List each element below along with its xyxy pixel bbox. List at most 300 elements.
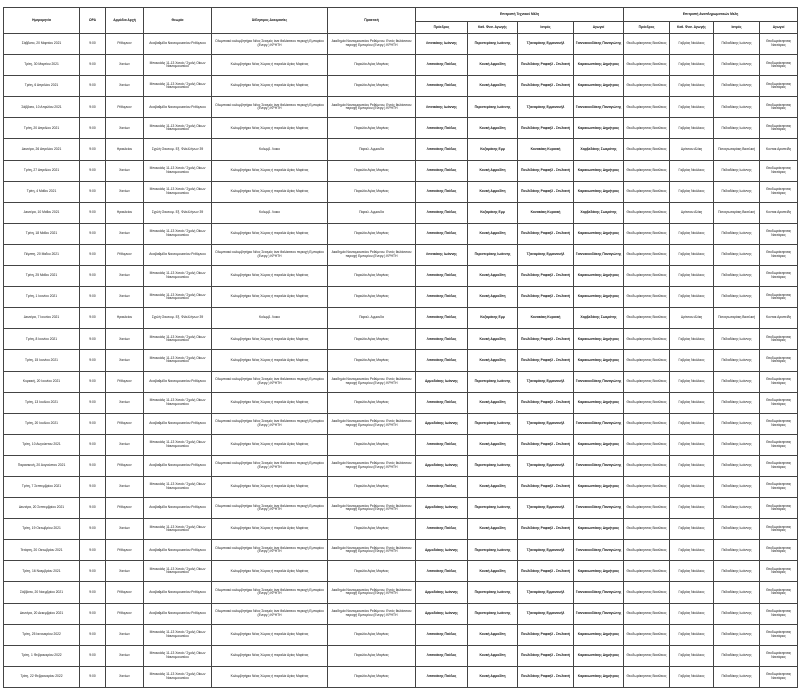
alt-instructor-cell: Θεοδωράκησσας Νεκτάριος xyxy=(760,97,798,118)
tech-president-cell: Λιτσικάκης Παύλος xyxy=(416,118,468,139)
time-cell: 9:00 xyxy=(80,498,106,519)
date-cell: Τρίτη, 7 Σεπτεμβρίου 2021 xyxy=(4,476,80,497)
alt-doctor-cell: Πεδιαδάκης Ιωάννης xyxy=(714,34,760,55)
pool-cell: Κολυμβητήριο Νέας Χώρας ή παραλία Αγίας Μαρίνας xyxy=(212,55,328,76)
tech-pe-teacher-cell: Καζαράκης Εμμ xyxy=(468,202,518,223)
tech-instructor-cell: Γιαννακουδάκης Παναγιώτης xyxy=(574,371,624,392)
tech-pe-teacher-cell: Περιστεράκης Ιωάννης xyxy=(468,540,518,561)
tech-pe-teacher-cell: Κουκή Αφροδίτη xyxy=(468,223,518,244)
tech-instructor-cell: Καρακωστάκης Δημήτριος xyxy=(574,666,624,687)
tech-president-cell: Λιτσικάκης Παύλος xyxy=(416,287,468,308)
pool-cell: Ολυμπιακό κολυμβητήριο Νέος Σεισμός άνα θαλάσσιου περιοχή Εμπορίου (Ενεργ.) ΚΡΗΤΗ xyxy=(212,34,328,55)
tech-instructor-cell: Γιαννακουδάκης Παναγιώτης xyxy=(574,455,624,476)
pool-cell: Κολυμβητήριο Νέας Χώρας ή παραλία Αγίας Μαρίνας xyxy=(212,645,328,666)
table-row xyxy=(4,181,798,202)
time-cell: 9:00 xyxy=(80,666,106,687)
tech-pe-teacher-cell: Κουκή Αφροδίτη xyxy=(468,287,518,308)
table-row xyxy=(4,350,798,371)
practical-cell: Παραλία Αγίας Μαρίνας xyxy=(328,645,416,666)
date-cell: Τρίτη, 6 Απριλίου 2021 xyxy=(4,76,80,97)
tech-instructor-cell: Γιαννακουδάκης Παναγιώτης xyxy=(574,540,624,561)
alt-president-cell: Θεοδωράκησσας Βασίλειος xyxy=(624,624,670,645)
date-cell: Τετάρτη, 20 Οκτωβρίου 2021 xyxy=(4,540,80,561)
header-date: Ημερομηνία xyxy=(4,8,80,34)
alt-president-cell: Θεοδωράκησσας Βασίλειος xyxy=(624,498,670,519)
tech-doctor-cell: Πουλιδάκης Ραφαήλ - Στυλιανή xyxy=(518,350,574,371)
table-row xyxy=(4,223,798,244)
table-row xyxy=(4,624,798,645)
tech-president-cell: Αρμοδιάκης Ιωάννης xyxy=(416,455,468,476)
tech-instructor-cell: Καρακωστάκης Δημήτριος xyxy=(574,287,624,308)
tech-president-cell: Λιτσικάκης Παύλος xyxy=(416,160,468,181)
tech-pe-teacher-cell: Περιστεράκης Ιωάννης xyxy=(468,34,518,55)
tech-pe-teacher-cell: Κουκή Αφροδίτη xyxy=(468,392,518,413)
pool-cell: Κολυμβητήριο Νέας Χώρας ή παραλία Αγίας Μαρίνας xyxy=(212,392,328,413)
alt-instructor-cell: Θεοδωράκησσας Νεκτάριος xyxy=(760,645,798,666)
tech-president-cell: Αρμοδιάκης Ιωάννης xyxy=(416,582,468,603)
authority-cell: Ρέθυμνον xyxy=(106,582,144,603)
alt-instructor-cell: Θεοδωράκησσας Νεκτάριος xyxy=(760,266,798,287)
pool-cell: Κολυμβητήριο Νέας Χώρας ή παραλία Αγίας Μαρίνας xyxy=(212,350,328,371)
alt-instructor-cell: Θεοδωράκησσας Νεκτάριος xyxy=(760,76,798,97)
tech-president-cell: Λιτσικάκης Παύλος xyxy=(416,55,468,76)
alt-doctor-cell: Παναγιωταράκη Βασιλική xyxy=(714,139,760,160)
table-row xyxy=(4,498,798,519)
tech-instructor-cell: Καρακωστάκης Δημήτριος xyxy=(574,118,624,139)
alt-president-cell: Θεοδωράκησσας Βασίλειος xyxy=(624,561,670,582)
alt-president-cell: Θεοδωράκησσας Βασίλειος xyxy=(624,266,670,287)
alt-doctor-cell: Πεδιαδάκης Ιωάννης xyxy=(714,476,760,497)
table-row xyxy=(4,371,798,392)
tech-president-cell: Λιτσικάκης Ιωάννης xyxy=(416,244,468,265)
exam-schedule-table xyxy=(3,7,798,688)
tech-pe-teacher-cell: Κουκή Αφροδίτη xyxy=(468,561,518,582)
alt-pe-teacher-cell: Γαβρίας Νικόλαος xyxy=(670,371,714,392)
time-cell: 9:00 xyxy=(80,244,106,265)
tech-president-cell: Λιτσικάκης Παύλος xyxy=(416,666,468,687)
authority-cell: Ρέθυμνον xyxy=(106,371,144,392)
tech-pe-teacher-cell: Κουκή Αφροδίτη xyxy=(468,624,518,645)
alt-president-cell: Θεοδωράκησσας Βασίλειος xyxy=(624,308,670,329)
alt-president-cell: Θεοδωράκησσας Βασίλειος xyxy=(624,519,670,540)
tech-president-cell: Λιτσικάκης Παύλος xyxy=(416,624,468,645)
practical-cell: Παραλία Αγίας Μαρίνας xyxy=(328,666,416,687)
practical-cell: Ακαδημία Ναυτομουσείου Ρεθύμνου. Εντός θαλάσσιου περιοχή Εμπορίου (Ενεργ.) ΚΡΗΤΗ xyxy=(328,603,416,624)
tech-instructor-cell: Χαρβεδάκης Σωκράτης xyxy=(574,308,624,329)
alt-instructor-cell: Θεοδωράκησσας Νεκτάριος xyxy=(760,666,798,687)
authority-cell: Ρέθυμνον xyxy=(106,34,144,55)
pool-cell: Κολυμβητήριο Νέας Χώρας ή παραλία Αγίας Μαρίνας xyxy=(212,287,328,308)
time-cell: 9:00 xyxy=(80,582,106,603)
theory-cell: Μπουκάλη 11-13 Χανιά / Σχολή Οίκων Ναυτομουσείου xyxy=(144,329,212,350)
practical-cell: Παραλία Αγίας Μαρίνας xyxy=(328,392,416,413)
pool-cell: Κολυμβητήριο Νέας Χώρας ή παραλία Αγίας Μαρίνας xyxy=(212,76,328,97)
date-cell: Τρίτη, 15 Ιουνίου 2021 xyxy=(4,350,80,371)
practical-cell: Ακαδημία Ναυτομουσείου Ρεθύμνου. Εντός θαλάσσιου περιοχή Εμπορίου (Ενεργ.) ΚΡΗΤΗ xyxy=(328,371,416,392)
theory-cell: Μπουκάλη 11-13 Χανιά / Σχολή Οίκων Ναυτομουσείου xyxy=(144,561,212,582)
theory-cell: Μπουκάλη 11-13 Χανιά / Σχολή Οίκων Ναυτομουσείου xyxy=(144,434,212,455)
authority-cell: Ηρακλείου xyxy=(106,139,144,160)
date-cell: Τρίτη, 27 Απριλίου 2021 xyxy=(4,160,80,181)
tech-doctor-cell: Τζαναράκης Εμμανουήλ xyxy=(518,413,574,434)
date-cell: Σάββατο, 10 Απριλίου 2021 xyxy=(4,97,80,118)
tech-doctor-cell: Πουλιδάκης Ραφαήλ - Στυλιανή xyxy=(518,76,574,97)
date-cell: Τρίτη, 10 Αυγούστου 2021 xyxy=(4,434,80,455)
theory-cell: Μπουκάλη 11-13 Χανιά / Σχολή Οίκων Ναυτομουσείου xyxy=(144,223,212,244)
table-row xyxy=(4,97,798,118)
practical-cell: Παραλία Αγίας Μαρίνας xyxy=(328,181,416,202)
alt-doctor-cell: Πεδιαδάκης Ιωάννης xyxy=(714,223,760,244)
tech-instructor-cell: Καρακωστάκης Δημήτριος xyxy=(574,434,624,455)
alt-doctor-cell: Πεδιαδάκης Ιωάννης xyxy=(714,498,760,519)
tech-pe-teacher-cell: Περιστεράκης Ιωάννης xyxy=(468,371,518,392)
header-time: ΩΡΑ xyxy=(80,8,106,34)
table-row xyxy=(4,666,798,687)
tech-instructor-cell: Γιαννακουδάκης Παναγιώτης xyxy=(574,413,624,434)
alt-president-cell: Θεοδωράκησσας Βασίλειος xyxy=(624,666,670,687)
practical-cell: Παραλία Αγίας Μαρίνας xyxy=(328,329,416,350)
authority-cell: Χανίων xyxy=(106,392,144,413)
theory-cell: Μπουκάλη 11-13 Χανιά / Σχολή Οίκων Ναυτομουσείου xyxy=(144,160,212,181)
tech-pe-teacher-cell: Κουκή Αφροδίτη xyxy=(468,118,518,139)
alt-doctor-cell: Πεδιαδάκης Ιωάννης xyxy=(714,603,760,624)
tech-doctor-cell: Πουλιδάκης Ραφαήλ - Στυλιανή xyxy=(518,645,574,666)
alt-instructor-cell: Θεοδωράκησσας Νεκτάριος xyxy=(760,223,798,244)
practical-cell: Παραλ. Αμμουδα xyxy=(328,308,416,329)
alt-pe-teacher-cell: Γαβρίας Νικόλαος xyxy=(670,55,714,76)
tech-president-cell: Λιτσικάκης Παύλος xyxy=(416,202,468,223)
alt-pe-teacher-cell: Γαβρίας Νικόλαος xyxy=(670,455,714,476)
alt-president-cell: Θεοδωράκησσας Βασίλειος xyxy=(624,118,670,139)
table-row xyxy=(4,329,798,350)
alt-instructor-cell: Κοντακ Αριστείδη xyxy=(760,139,798,160)
tech-doctor-cell: Πουλιδάκης Ραφαήλ - Στυλιανή xyxy=(518,287,574,308)
tech-doctor-cell: Πουλιδάκης Ραφαήλ - Στυλιανή xyxy=(518,181,574,202)
tech-instructor-cell: Καρακωστάκης Δημήτριος xyxy=(574,476,624,497)
theory-cell: Αναβαθμίδα Ναυτομουσείου Ρεθύμνου xyxy=(144,34,212,55)
practical-cell: Παραλία Αγίας Μαρίνας xyxy=(328,519,416,540)
pool-cell: Κολυμβητήριο Νέας Χώρας ή παραλία Αγίας Μαρίνας xyxy=(212,561,328,582)
tech-instructor-cell: Καρακωστάκης Δημήτριος xyxy=(574,329,624,350)
pool-cell: Κολυμβ. Λυκιο xyxy=(212,308,328,329)
alt-president-cell: Θεοδωράκησσας Βασίλειος xyxy=(624,329,670,350)
time-cell: 9:00 xyxy=(80,266,106,287)
tech-pe-teacher-cell: Κουκή Αφροδίτη xyxy=(468,476,518,497)
authority-cell: Χανίων xyxy=(106,55,144,76)
tech-doctor-cell: Πουλιδάκης Ραφαήλ - Στυλιανή xyxy=(518,266,574,287)
pool-cell: Ολυμπιακό κολυμβητήριο Νέος Σεισμός άνα θαλάσσιου περιοχή Εμπορίου (Ενεργ.) ΚΡΗΤΗ xyxy=(212,540,328,561)
pool-cell: Ολυμπιακό κολυμβητήριο Νέος Σεισμός άνα θαλάσσιου περιοχή Εμπορίου (Ενεργ.) ΚΡΗΤΗ xyxy=(212,413,328,434)
date-cell: Κυριακή, 20 Ιουνίου 2021 xyxy=(4,371,80,392)
alt-president-cell: Θεοδωράκησσας Βασίλειος xyxy=(624,350,670,371)
practical-cell: Παραλία Αγίας Μαρίνας xyxy=(328,76,416,97)
pool-cell: Ολυμπιακό κολυμβητήριο Νέος Σεισμός άνα θαλάσσιου περιοχή Εμπορίου (Ενεργ.) ΚΡΗΤΗ xyxy=(212,582,328,603)
tech-doctor-cell: Τζαναράκης Εμμανουήλ xyxy=(518,603,574,624)
alt-instructor-cell: Θεοδωράκησσας Νεκτάριος xyxy=(760,329,798,350)
alt-president-cell: Θεοδωράκησσας Βασίλειος xyxy=(624,202,670,223)
practical-cell: Παραλία Αγίας Μαρίνας xyxy=(328,476,416,497)
pool-cell: Κολυμβητήριο Νέας Χώρας ή παραλία Αγίας Μαρίνας xyxy=(212,118,328,139)
tech-doctor-cell: Κονακάκη Κυριακή xyxy=(518,139,574,160)
tech-instructor-cell: Γιαννακουδάκης Παναγιώτης xyxy=(574,244,624,265)
alt-pe-teacher-cell: Γαβρίας Νικόλαος xyxy=(670,413,714,434)
alt-pe-teacher-cell: Γαβρίας Νικόλαος xyxy=(670,476,714,497)
theory-cell: Αναβαθμίδα Ναυτομουσείου Ρεθύμνου xyxy=(144,603,212,624)
practical-cell: Παραλ. Αμμουδα xyxy=(328,139,416,160)
tech-president-cell: Λιτσικάκης Παύλος xyxy=(416,434,468,455)
alt-doctor-cell: Πεδιαδάκης Ιωάννης xyxy=(714,266,760,287)
time-cell: 9:00 xyxy=(80,561,106,582)
time-cell: 9:00 xyxy=(80,181,106,202)
theory-cell: Μπουκάλη 11-13 Χανιά / Σχολή Οίκων Ναυτομουσείου xyxy=(144,181,212,202)
tech-instructor-cell: Γιαννακουδάκης Παναγιώτης xyxy=(574,97,624,118)
pool-cell: Κολυμβ. Λυκιο xyxy=(212,202,328,223)
header-tech-col: Ιατρός xyxy=(518,22,574,34)
tech-doctor-cell: Πουλιδάκης Ραφαήλ - Στυλιανή xyxy=(518,392,574,413)
alt-president-cell: Θεοδωράκησσας Βασίλειος xyxy=(624,540,670,561)
alt-president-cell: Θεοδωράκησσας Βασίλειος xyxy=(624,55,670,76)
authority-cell: Ρέθυμνον xyxy=(106,498,144,519)
alt-instructor-cell: Θεοδωράκησσας Νεκτάριος xyxy=(760,455,798,476)
alt-pe-teacher-cell: Γαβρίας Νικόλαος xyxy=(670,118,714,139)
alt-pe-teacher-cell: Γαβρίας Νικόλαος xyxy=(670,624,714,645)
theory-cell: Μπουκάλη 11-13 Χανιά / Σχολή Οίκων Ναυτομουσείου xyxy=(144,519,212,540)
tech-instructor-cell: Καρακωστάκης Δημήτριος xyxy=(574,55,624,76)
authority-cell: Χανίων xyxy=(106,434,144,455)
tech-instructor-cell: Καρακωστάκης Δημήτριος xyxy=(574,76,624,97)
alt-doctor-cell: Πεδιαδάκης Ιωάννης xyxy=(714,624,760,645)
header-alt-col: Καθ. Φυσ. Αγωγής xyxy=(670,22,714,34)
pool-cell: Κολυμβητήριο Νέας Χώρας ή παραλία Αγίας Μαρίνας xyxy=(212,266,328,287)
authority-cell: Χανίων xyxy=(106,624,144,645)
alt-president-cell: Θεοδωράκησσας Βασίλειος xyxy=(624,160,670,181)
authority-cell: Χανίων xyxy=(106,476,144,497)
theory-cell: Αναβαθμίδα Ναυτομουσείου Ρεθύμνου xyxy=(144,455,212,476)
alt-doctor-cell: Πεδιαδάκης Ιωάννης xyxy=(714,287,760,308)
table-row xyxy=(4,540,798,561)
tech-instructor-cell: Καρακωστάκης Δημήτριος xyxy=(574,624,624,645)
date-cell: Παρασκευή, 20 Αυγούστου 2021 xyxy=(4,455,80,476)
tech-president-cell: Λιτσικάκης Παύλος xyxy=(416,392,468,413)
pool-cell: Ολυμπιακό κολυμβητήριο Νέος Σεισμός άνα θαλάσσιου περιοχή Εμπορίου (Ενεργ.) ΚΡΗΤΗ xyxy=(212,603,328,624)
time-cell: 9:00 xyxy=(80,223,106,244)
alt-instructor-cell: Θεοδωράκησσας Νεκτάριος xyxy=(760,181,798,202)
tech-instructor-cell: Γιαννακουδάκης Παναγιώτης xyxy=(574,582,624,603)
authority-cell: Ρέθυμνον xyxy=(106,97,144,118)
alt-instructor-cell: Κοντακ Αριστείδη xyxy=(760,202,798,223)
date-cell: Τρίτη, 13 Ιουλίου 2021 xyxy=(4,392,80,413)
time-cell: 9:00 xyxy=(80,329,106,350)
date-cell: Σάββατο, 20 Μαρτίου 2021 xyxy=(4,34,80,55)
tech-instructor-cell: Καρακωστάκης Δημήτριος xyxy=(574,181,624,202)
time-cell: 9:00 xyxy=(80,392,106,413)
alt-doctor-cell: Πεδιαδάκης Ιωάννης xyxy=(714,392,760,413)
alt-instructor-cell: Θεοδωράκησσας Νεκτάριος xyxy=(760,624,798,645)
authority-cell: Χανίων xyxy=(106,666,144,687)
alt-pe-teacher-cell: Δρίτσιου Αλίκη xyxy=(670,139,714,160)
tech-president-cell: Αρμοδιάκης Ιωάννης xyxy=(416,540,468,561)
alt-pe-teacher-cell: Γαβρίας Νικόλαος xyxy=(670,244,714,265)
alt-doctor-cell: Πεδιαδάκης Ιωάννης xyxy=(714,76,760,97)
date-cell: Δευτέρα, 10 Μαΐου 2021 xyxy=(4,202,80,223)
alt-instructor-cell: Θεοδωράκησσας Νεκτάριος xyxy=(760,118,798,139)
alt-pe-teacher-cell: Δρίτσιου Αλίκη xyxy=(670,308,714,329)
authority-cell: Χανίων xyxy=(106,266,144,287)
theory-cell: Αναβαθμίδα Ναυτομουσείου Ρεθύμνου xyxy=(144,97,212,118)
date-cell: Σάββατο, 20 Νοεμβρίου 2021 xyxy=(4,582,80,603)
alt-doctor-cell: Παναγιωταράκη Βασιλική xyxy=(714,308,760,329)
authority-cell: Χανίων xyxy=(106,76,144,97)
alt-president-cell: Θεοδωράκησσας Βασίλειος xyxy=(624,413,670,434)
table-body xyxy=(4,34,798,688)
alt-doctor-cell: Πεδιαδάκης Ιωάννης xyxy=(714,181,760,202)
alt-doctor-cell: Πεδιαδάκης Ιωάννης xyxy=(714,561,760,582)
authority-cell: Χανίων xyxy=(106,329,144,350)
tech-doctor-cell: Πουλιδάκης Ραφαήλ - Στυλιανή xyxy=(518,519,574,540)
tech-pe-teacher-cell: Περιστεράκης Ιωάννης xyxy=(468,603,518,624)
header-tech-col: Αγωγοί xyxy=(574,22,624,34)
date-cell: Τρίτη, 1 Φεβρουαρίου 2022 xyxy=(4,645,80,666)
tech-doctor-cell: Τζαναράκης Εμμανουήλ xyxy=(518,455,574,476)
alt-pe-teacher-cell: Γαβρίας Νικόλαος xyxy=(670,223,714,244)
alt-instructor-cell: Θεοδωράκησσας Νεκτάριος xyxy=(760,476,798,497)
alt-doctor-cell: Πεδιαδάκης Ιωάννης xyxy=(714,434,760,455)
table-row xyxy=(4,55,798,76)
authority-cell: Ηρακλείου xyxy=(106,308,144,329)
tech-doctor-cell: Τζαναράκης Εμμανουήλ xyxy=(518,582,574,603)
header-authority: Αρμόδια Αρχή xyxy=(106,8,144,34)
time-cell: 9:00 xyxy=(80,202,106,223)
alt-instructor-cell: Θεοδωράκησσας Νεκτάριος xyxy=(760,55,798,76)
alt-instructor-cell: Κοντακ Αριστείδη xyxy=(760,308,798,329)
time-cell: 9:00 xyxy=(80,308,106,329)
authority-cell: Ρέθυμνον xyxy=(106,603,144,624)
theory-cell: Αναβαθμίδα Ναυτομουσείου Ρεθύμνου xyxy=(144,498,212,519)
tech-instructor-cell: Καρακωστάκης Δημήτριος xyxy=(574,266,624,287)
tech-doctor-cell: Πουλιδάκης Ραφαήλ - Στυλιανή xyxy=(518,624,574,645)
pool-cell: Κολυμβητήριο Νέας Χώρας ή παραλία Αγίας Μαρίνας xyxy=(212,624,328,645)
date-cell: Πέμπτη, 20 Μαΐου 2021 xyxy=(4,244,80,265)
authority-cell: Ηρακλείου xyxy=(106,202,144,223)
authority-cell: Χανίων xyxy=(106,287,144,308)
table-row xyxy=(4,308,798,329)
tech-doctor-cell: Πουλιδάκης Ραφαήλ - Στυλιανή xyxy=(518,118,574,139)
alt-doctor-cell: Πεδιαδάκης Ιωάννης xyxy=(714,582,760,603)
alt-pe-teacher-cell: Δρίτσιου Αλίκη xyxy=(670,202,714,223)
date-cell: Τρίτη, 1 Ιουνίου 2021 xyxy=(4,287,80,308)
time-cell: 9:00 xyxy=(80,476,106,497)
practical-cell: Ακαδημία Ναυτομουσείου Ρεθύμνου. Εντός θαλάσσιου περιοχή Εμπορίου (Ενεργ.) ΚΡΗΤΗ xyxy=(328,413,416,434)
table-row xyxy=(4,34,798,55)
theory-cell: Μπουκάλη 11-13 Χανιά / Σχολή Οίκων Ναυτομουσείου xyxy=(144,392,212,413)
time-cell: 9:00 xyxy=(80,160,106,181)
tech-pe-teacher-cell: Κουκή Αφροδίτη xyxy=(468,666,518,687)
alt-instructor-cell: Θεοδωράκησσας Νεκτάριος xyxy=(760,540,798,561)
alt-instructor-cell: Θεοδωράκησσας Νεκτάριος xyxy=(760,434,798,455)
practical-cell: Ακαδημία Ναυτομουσείου Ρεθύμνου. Εντός θαλάσσιου περιοχή Εμπορίου (Ενεργ.) ΚΡΗΤΗ xyxy=(328,34,416,55)
tech-instructor-cell: Γιαννακουδάκης Παναγιώτης xyxy=(574,603,624,624)
alt-instructor-cell: Θεοδωράκησσας Νεκτάριος xyxy=(760,413,798,434)
theory-cell: Μπουκάλη 11-13 Χανιά / Σχολή Οίκων Ναυτομουσείου xyxy=(144,350,212,371)
alt-doctor-cell: Πεδιαδάκης Ιωάννης xyxy=(714,645,760,666)
time-cell: 9:00 xyxy=(80,519,106,540)
alt-president-cell: Θεοδωράκησσας Βασίλειος xyxy=(624,434,670,455)
time-cell: 9:00 xyxy=(80,434,106,455)
theory-cell: Σχολή Οικονομ. Εξ. Φιλελλήνων 39 xyxy=(144,139,212,160)
date-cell: Τρίτη, 4 Μαΐου 2021 xyxy=(4,181,80,202)
alt-pe-teacher-cell: Γαβρίας Νικόλαος xyxy=(670,350,714,371)
tech-doctor-cell: Τζαναράκης Εμμανουήλ xyxy=(518,34,574,55)
header-pool-tests: Άθλησιμος Δοκιμασίες xyxy=(212,8,328,34)
alt-pe-teacher-cell: Γαβρίας Νικόλαος xyxy=(670,603,714,624)
header-alt-col: Πρόεδρος xyxy=(624,22,670,34)
table-row xyxy=(4,160,798,181)
tech-doctor-cell: Πουλιδάκης Ραφαήλ - Στυλιανή xyxy=(518,329,574,350)
practical-cell: Παραλία Αγίας Μαρίνας xyxy=(328,118,416,139)
date-cell: Τρίτη, 20 Ιουλίου 2021 xyxy=(4,413,80,434)
time-cell: 9:00 xyxy=(80,540,106,561)
pool-cell: Κολυμβητήριο Νέας Χώρας ή παραλία Αγίας Μαρίνας xyxy=(212,223,328,244)
alt-president-cell: Θεοδωράκησσας Βασίλειος xyxy=(624,76,670,97)
tech-president-cell: Λιτσικάκης Ιωάννης xyxy=(416,97,468,118)
time-cell: 9:00 xyxy=(80,455,106,476)
practical-cell: Παραλία Αγίας Μαρίνας xyxy=(328,55,416,76)
tech-pe-teacher-cell: Κουκή Αφροδίτη xyxy=(468,329,518,350)
pool-cell: Κολυμβητήριο Νέας Χώρας ή παραλία Αγίας Μαρίνας xyxy=(212,519,328,540)
date-cell: Τρίτη, 22 Φεβρουαρίου 2022 xyxy=(4,666,80,687)
authority-cell: Χανίων xyxy=(106,519,144,540)
date-cell: Δευτέρα, 26 Απριλίου 2021 xyxy=(4,139,80,160)
alt-instructor-cell: Θεοδωράκησσας Νεκτάριος xyxy=(760,244,798,265)
alt-president-cell: Θεοδωράκησσας Βασίλειος xyxy=(624,455,670,476)
tech-president-cell: Λιτσικάκης Παύλος xyxy=(416,139,468,160)
tech-president-cell: Λιτσικάκης Παύλος xyxy=(416,350,468,371)
tech-doctor-cell: Πουλιδάκης Ραφαήλ - Στυλιανή xyxy=(518,55,574,76)
alt-instructor-cell: Θεοδωράκησσας Νεκτάριος xyxy=(760,160,798,181)
tech-president-cell: Λιτσικάκης Παύλος xyxy=(416,266,468,287)
tech-instructor-cell: Καρακωστάκης Δημήτριος xyxy=(574,350,624,371)
pool-cell: Ολυμπιακό κολυμβητήριο Νέος Σεισμός άνα θαλάσσιου περιοχή Εμπορίου (Ενεργ.) ΚΡΗΤΗ xyxy=(212,498,328,519)
date-cell: Τρίτη, 25 Μαΐου 2021 xyxy=(4,266,80,287)
time-cell: 9:00 xyxy=(80,371,106,392)
date-cell: Δευτέρα, 20 Δεκεμβρίου 2021 xyxy=(4,603,80,624)
tech-instructor-cell: Γιαννακουδάκης Παναγιώτης xyxy=(574,34,624,55)
alt-doctor-cell: Παναγιωταράκη Βασιλική xyxy=(714,202,760,223)
tech-doctor-cell: Τζαναράκης Εμμανουήλ xyxy=(518,371,574,392)
tech-pe-teacher-cell: Περιστεράκης Ιωάννης xyxy=(468,244,518,265)
tech-president-cell: Λιτσικάκης Παύλος xyxy=(416,519,468,540)
tech-doctor-cell: Πουλιδάκης Ραφαήλ - Στυλιανή xyxy=(518,561,574,582)
alt-doctor-cell: Πεδιαδάκης Ιωάννης xyxy=(714,666,760,687)
header-alternate-committee: Επιτροπή Αναπληρωματικών Μελη xyxy=(624,8,798,22)
authority-cell: Ρέθυμνον xyxy=(106,455,144,476)
tech-pe-teacher-cell: Περιστεράκης Ιωάννης xyxy=(468,498,518,519)
theory-cell: Μπουκάλη 11-13 Χανιά / Σχολή Οίκων Ναυτομουσείου xyxy=(144,266,212,287)
table-row xyxy=(4,202,798,223)
date-cell: Δευτέρα, 7 Ιουνίου 2021 xyxy=(4,308,80,329)
alt-instructor-cell: Θεοδωράκησσας Νεκτάριος xyxy=(760,603,798,624)
tech-president-cell: Αρμοδιάκης Ιωάννης xyxy=(416,603,468,624)
practical-cell: Ακαδημία Ναυτομουσείου Ρεθύμνου. Εντός θαλάσσιου περιοχή Εμπορίου (Ενεργ.) ΚΡΗΤΗ xyxy=(328,540,416,561)
pool-cell: Ολυμπιακό κολυμβητήριο Νέος Σεισμός άνα θαλάσσιου περιοχή Εμπορίου (Ενεργ.) ΚΡΗΤΗ xyxy=(212,371,328,392)
tech-pe-teacher-cell: Κουκή Αφροδίτη xyxy=(468,55,518,76)
table-row xyxy=(4,561,798,582)
theory-cell: Μπουκάλη 11-13 Χανιά / Σχολή Οίκων Ναυτομουσείου xyxy=(144,55,212,76)
alt-doctor-cell: Πεδιαδάκης Ιωάννης xyxy=(714,118,760,139)
tech-instructor-cell: Χαρβεδάκης Σωκράτης xyxy=(574,139,624,160)
practical-cell: Παραλία Αγίας Μαρίνας xyxy=(328,561,416,582)
header-tech-col: Πρόεδρος xyxy=(416,22,468,34)
